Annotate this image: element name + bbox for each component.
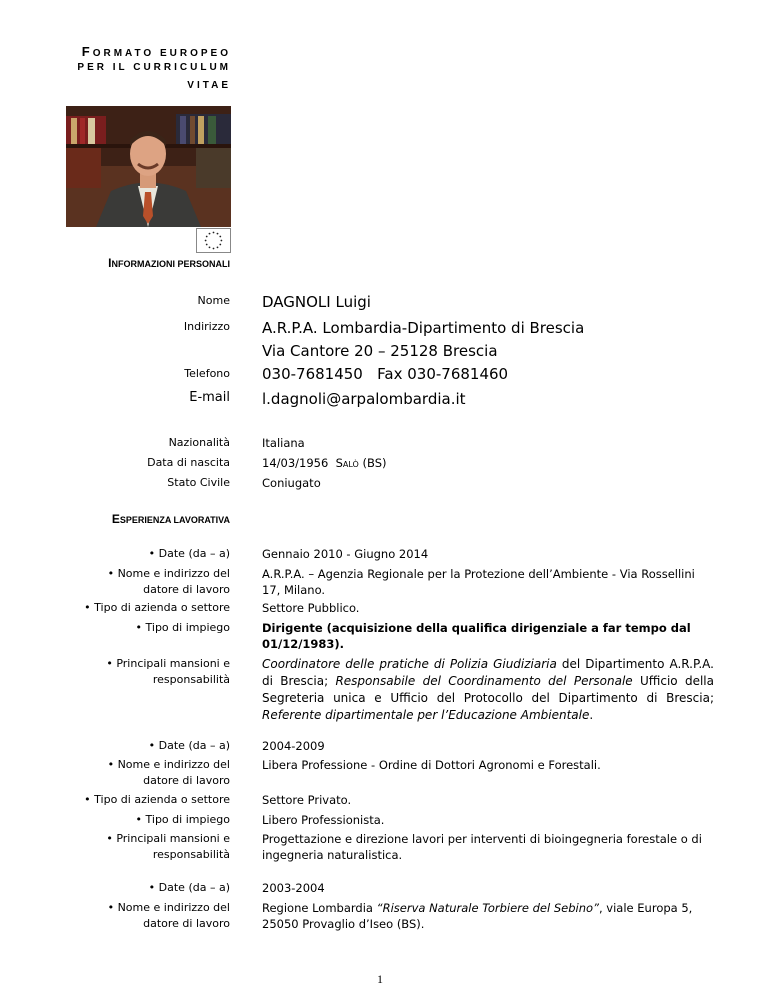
- cv-title-line1: FORMATO EUROPEO: [81, 44, 231, 59]
- job2-label-date: • Date (da – a): [148, 739, 230, 752]
- birth-date: 14/03/1956: [262, 456, 329, 470]
- job1-sector: Settore Pubblico.: [262, 601, 360, 615]
- job2-label-employer: • Nome e indirizzo del datore di lavoro: [107, 758, 230, 787]
- job2-sector: Settore Privato.: [262, 793, 352, 807]
- job1-employer: A.R.P.A. – Agenzia Regionale per la Protezione dell’Ambiente - Via Rossellini 17, Milano.: [262, 567, 695, 597]
- job2-type: Libero Professionista.: [262, 813, 385, 827]
- value-indirizzo-2: Via Cantore 20 – 25128 Brescia: [262, 342, 498, 360]
- job3-employer: Regione Lombardia “Riserva Naturale Torbiere del Sebino”, viale Europa 5, 25050 Provaglio d’Iseo (BS).: [262, 901, 693, 931]
- profile-photo: [66, 106, 231, 227]
- label-telefono: Telefono: [184, 367, 230, 380]
- eu-flag-icon: [196, 228, 231, 253]
- value-indirizzo-1: A.R.P.A. Lombardia-Dipartimento di Brescia: [262, 319, 585, 337]
- value-email[interactable]: l.dagnoli@arpalombardia.it: [262, 390, 466, 408]
- section-work-experience: ESPERIENZA LAVORATIVA: [111, 512, 230, 526]
- job2-label-sector: • Tipo di azienda o settore: [84, 793, 230, 806]
- cv-title-line3: VITAE: [187, 80, 231, 91]
- job2-duties: Progettazione e direzione lavori per interventi di bioingegneria forestale o di ingegneria naturalistica.: [262, 832, 702, 862]
- label-stato-civile: Stato Civile: [167, 476, 230, 489]
- job1-duties: Coordinatore delle pratiche di Polizia Giudiziaria del Dipartimento A.R.P.A. di Brescia; Responsabile del Coordinamento del Personale Ufficio della Segreteria unica e Ufficio del Protocollo del Dipartimento di Brescia; Referente dipartimentale per l’Educazione Ambientale.: [262, 657, 714, 722]
- job2-label-duties: • Principali mansioni e responsabilità: [106, 832, 230, 861]
- label-email: E-mail: [189, 390, 230, 405]
- section-personal-info: INFORMAZIONI PERSONALI: [108, 256, 230, 270]
- job1-type: Dirigente (acquisizione della qualifica dirigenziale a far tempo dal 01/12/1983).: [262, 621, 691, 651]
- job1-label-date: • Date (da – a): [148, 547, 230, 560]
- cv-title-line2: PER IL CURRICULUM: [77, 62, 231, 73]
- birth-place: Salò: [335, 456, 359, 470]
- job1-label-duties: • Principali mansioni e responsabilità: [106, 657, 230, 686]
- value-telefono: 030-7681450 Fax 030-7681460: [262, 365, 509, 383]
- job2-label-type: • Tipo di impiego: [135, 813, 230, 826]
- value-nascita: [262, 455, 714, 471]
- value-stato-civile: Coniugato: [262, 476, 321, 490]
- job2-employer: Libera Professione - Ordine di Dottori Agronomi e Forestali.: [262, 758, 601, 772]
- label-nascita: Data di nascita: [147, 456, 230, 469]
- value-nazionalita: Italiana: [262, 436, 305, 450]
- job3-label-date: • Date (da – a): [148, 881, 230, 894]
- job1-label-sector: • Tipo di azienda o settore: [84, 601, 230, 614]
- job3-date: 2003-2004: [262, 881, 325, 895]
- value-nome: DAGNOLI Luigi: [262, 293, 371, 311]
- job1-date: Gennaio 2010 - Giugno 2014: [262, 547, 429, 561]
- job1-label-type: • Tipo di impiego: [135, 621, 230, 634]
- job1-label-employer: • Nome e indirizzo del datore di lavoro: [107, 567, 230, 596]
- label-nome: Nome: [197, 294, 230, 307]
- birth-province: (BS): [362, 456, 387, 470]
- page-number: 1: [377, 972, 383, 986]
- job2-date: 2004-2009: [262, 739, 325, 753]
- label-nazionalita: Nazionalità: [168, 436, 230, 449]
- label-indirizzo: Indirizzo: [183, 320, 230, 333]
- job3-label-employer: • Nome e indirizzo del datore di lavoro: [107, 901, 230, 930]
